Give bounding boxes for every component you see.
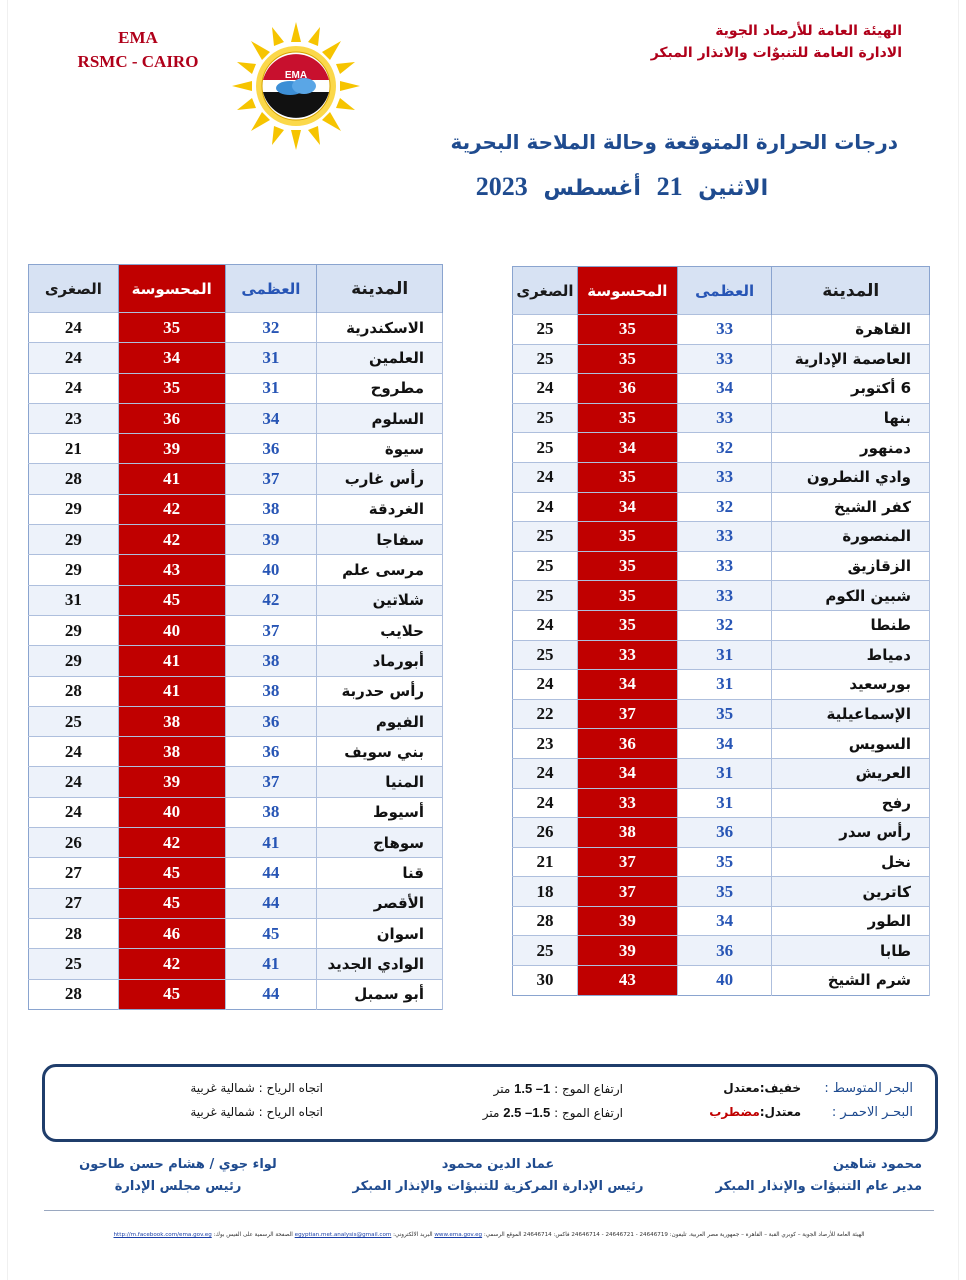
- feels-like-cell: 45: [118, 888, 225, 918]
- feels-like-cell: 43: [577, 966, 677, 996]
- table-row: [513, 522, 930, 552]
- feels-like-cell: 40: [118, 615, 225, 645]
- min-temp-cell: 24: [29, 767, 119, 797]
- feels-like-cell: 35: [118, 313, 225, 343]
- min-temp-cell: 25: [513, 522, 578, 552]
- min-temp-cell: 28: [29, 918, 119, 948]
- feels-like-cell: 41: [118, 676, 225, 706]
- min-temp-cell: 24: [513, 610, 578, 640]
- feels-like-cell: 35: [577, 315, 677, 345]
- max-temp-cell: 45: [225, 918, 317, 948]
- min-temp-cell: 25: [513, 315, 578, 345]
- max-temp-cell: 33: [677, 344, 772, 374]
- city-cell: المنصورة: [772, 522, 930, 552]
- facebook-link[interactable]: http://m.facebook.com/ema.gov.eg: [113, 1232, 212, 1238]
- sea-state: معتدل:مضطرب: [709, 1105, 801, 1119]
- min-temp-cell: 25: [29, 949, 119, 979]
- feels-like-cell: 43: [118, 555, 225, 585]
- city-cell: العلمين: [317, 343, 443, 373]
- table-row: [513, 403, 930, 433]
- min-temp-cell: 21: [29, 434, 119, 464]
- max-temp-cell: 38: [225, 646, 317, 676]
- max-temp-cell: 35: [677, 847, 772, 877]
- wave-height: ارتفاع الموج : 1.5– 2.5 متر: [482, 1105, 623, 1120]
- city-cell: حلايب: [317, 615, 443, 645]
- table-row: [513, 374, 930, 404]
- min-temp-cell: 28: [29, 676, 119, 706]
- feels-like-cell: 38: [118, 706, 225, 736]
- org-abbrev: EMA: [118, 28, 158, 47]
- min-temp-cell: 24: [513, 462, 578, 492]
- min-temp-cell: 28: [29, 979, 119, 1009]
- feels-like-cell: 45: [118, 979, 225, 1009]
- table-row: [513, 699, 930, 729]
- city-cell: رأس حدربة: [317, 676, 443, 706]
- min-temp-cell: 24: [29, 797, 119, 827]
- city-cell: مطروح: [317, 373, 443, 403]
- city-cell: شبين الكوم: [772, 581, 930, 611]
- wave-height: ارتفاع الموج : 1– 1.5 متر: [493, 1081, 623, 1096]
- feels-like-cell: 46: [118, 918, 225, 948]
- max-temp-cell: 32: [677, 492, 772, 522]
- feels-like-cell: 34: [118, 343, 225, 373]
- city-cell: كاترين: [772, 877, 930, 907]
- min-temp-cell: 25: [29, 706, 119, 736]
- max-temp-cell: 42: [225, 585, 317, 615]
- city-cell: أبورماد: [317, 646, 443, 676]
- city-cell: سوهاج: [317, 828, 443, 858]
- max-temp-cell: 33: [677, 551, 772, 581]
- max-temp-cell: 36: [225, 434, 317, 464]
- min-temp-cell: 24: [513, 374, 578, 404]
- svg-text:EMA: EMA: [284, 70, 308, 81]
- feels-like-cell: 37: [577, 877, 677, 907]
- table-row: [29, 979, 443, 1009]
- min-temp-cell: 24: [513, 492, 578, 522]
- city-cell: السويس: [772, 729, 930, 759]
- min-temp-cell: 29: [29, 525, 119, 555]
- min-temp-cell: 30: [513, 966, 578, 996]
- date-year: 2023: [475, 172, 528, 201]
- table-row: [513, 462, 930, 492]
- max-temp-cell: 37: [225, 464, 317, 494]
- max-temp-cell: 37: [225, 615, 317, 645]
- feels-like-cell: 36: [577, 729, 677, 759]
- max-temp-cell: 37: [225, 767, 317, 797]
- max-temp-cell: 33: [677, 462, 772, 492]
- feels-like-cell: 35: [577, 551, 677, 581]
- city-cell: أسيوط: [317, 797, 443, 827]
- feels-like-cell: 36: [118, 403, 225, 433]
- table-row: [513, 344, 930, 374]
- signature-3: لواء جوي / هشام حسن طاحون رئيس مجلس الإدارة: [79, 1157, 277, 1194]
- max-temp-cell: 35: [677, 699, 772, 729]
- max-temp-cell: 33: [677, 581, 772, 611]
- feels-like-cell: 35: [577, 344, 677, 374]
- table-row: [29, 918, 443, 948]
- feels-like-cell: 41: [118, 464, 225, 494]
- feels-like-cell: 37: [577, 699, 677, 729]
- city-cell: القاهرة: [772, 315, 930, 345]
- org-dept-ar: الادارة العامة للتنبوٌات والانذار المبكر: [650, 45, 902, 61]
- temperature-table-left: [28, 264, 443, 1010]
- sea-row-mediterranean: [63, 1081, 913, 1101]
- feels-like-cell: 45: [118, 858, 225, 888]
- table-row: [29, 858, 443, 888]
- max-temp-cell: 32: [677, 433, 772, 463]
- min-temp-cell: 28: [29, 464, 119, 494]
- table-row: [513, 670, 930, 700]
- col-feel: المحسوسة: [577, 267, 677, 315]
- min-temp-cell: 21: [513, 847, 578, 877]
- table-row: [513, 788, 930, 818]
- table-row: [513, 847, 930, 877]
- table-row: [29, 828, 443, 858]
- sea-conditions-box: [42, 1064, 938, 1142]
- feels-like-cell: 33: [577, 640, 677, 670]
- email-link[interactable]: egyptian.met.analysis@gmail.com: [294, 1232, 392, 1238]
- city-cell: دمياط: [772, 640, 930, 670]
- feels-like-cell: 35: [577, 522, 677, 552]
- max-temp-cell: 31: [677, 670, 772, 700]
- org-arabic-header: [482, 20, 902, 64]
- table-row: [513, 492, 930, 522]
- footer-contact: الهيئة العامة للأرصاد الجوية – كوبري القبة – القاهرة – جمهورية مصر العربية. تليفون: 24646719 - 24646721 - 24646714 فاكس: 24646714 الموقع الرسمي: www.ema.gov.eg البريد الالكتروني: egyptian.met.analysis@gmail.com الصفحة الرسمية على الفيس بوك: http://m.facebook.com/ema.gov.eg: [113, 1232, 865, 1238]
- table-row: [29, 737, 443, 767]
- table-row: [513, 551, 930, 581]
- feels-like-cell: 35: [577, 403, 677, 433]
- min-temp-cell: 22: [513, 699, 578, 729]
- feels-like-cell: 39: [118, 767, 225, 797]
- min-temp-cell: 24: [29, 373, 119, 403]
- table-row: [513, 433, 930, 463]
- city-cell: الاسكندرية: [317, 313, 443, 343]
- city-cell: الوادي الجديد: [317, 949, 443, 979]
- max-temp-cell: 32: [677, 610, 772, 640]
- max-temp-cell: 31: [677, 788, 772, 818]
- min-temp-cell: 24: [513, 670, 578, 700]
- city-cell: بورسعيد: [772, 670, 930, 700]
- min-temp-cell: 25: [513, 344, 578, 374]
- feels-like-cell: 39: [577, 936, 677, 966]
- feels-like-cell: 34: [577, 670, 677, 700]
- ema-logo-icon: [230, 20, 362, 152]
- max-temp-cell: 31: [677, 640, 772, 670]
- max-temp-cell: 44: [225, 888, 317, 918]
- table-row: [29, 373, 443, 403]
- min-temp-cell: 25: [513, 581, 578, 611]
- max-temp-cell: 33: [677, 522, 772, 552]
- sea-state-warning: مضطرب: [709, 1105, 760, 1119]
- sea-row-red: [63, 1105, 913, 1125]
- table-row: [29, 494, 443, 524]
- min-temp-cell: 25: [513, 936, 578, 966]
- col-city: المدينة: [317, 265, 443, 313]
- table-row: [513, 877, 930, 907]
- max-temp-cell: 34: [225, 403, 317, 433]
- forecast-date: [408, 172, 828, 202]
- min-temp-cell: 26: [513, 818, 578, 848]
- forecast-sheet: [8, 0, 958, 1280]
- table-row: [513, 906, 930, 936]
- table-row: [29, 797, 443, 827]
- min-temp-cell: 29: [29, 494, 119, 524]
- temperature-table-right: [512, 266, 930, 996]
- min-temp-cell: 24: [29, 313, 119, 343]
- feels-like-cell: 34: [577, 758, 677, 788]
- max-temp-cell: 31: [677, 758, 772, 788]
- city-cell: رأس غارب: [317, 464, 443, 494]
- col-min: الصغرى: [513, 267, 578, 315]
- table-row: [29, 585, 443, 615]
- max-temp-cell: 38: [225, 494, 317, 524]
- table-row: [29, 434, 443, 464]
- city-cell: سيوة: [317, 434, 443, 464]
- max-temp-cell: 36: [225, 706, 317, 736]
- sea-name: البحر المتوسط :: [824, 1081, 913, 1096]
- max-temp-cell: 44: [225, 858, 317, 888]
- city-cell: دمنهور: [772, 433, 930, 463]
- feels-like-cell: 35: [118, 373, 225, 403]
- city-cell: طنطا: [772, 610, 930, 640]
- max-temp-cell: 38: [225, 797, 317, 827]
- table-row: [29, 706, 443, 736]
- col-city: المدينة: [772, 267, 930, 315]
- wind-direction: اتجاه الرياح : شمالية غربية: [190, 1105, 323, 1119]
- min-temp-cell: 29: [29, 615, 119, 645]
- max-temp-cell: 34: [677, 906, 772, 936]
- feels-like-cell: 42: [118, 828, 225, 858]
- feels-like-cell: 39: [118, 434, 225, 464]
- table-row: [513, 315, 930, 345]
- min-temp-cell: 29: [29, 646, 119, 676]
- min-temp-cell: 24: [29, 343, 119, 373]
- max-temp-cell: 41: [225, 828, 317, 858]
- table-row: [29, 949, 443, 979]
- table-row: [513, 966, 930, 996]
- feels-like-cell: 42: [118, 525, 225, 555]
- city-cell: بنها: [772, 403, 930, 433]
- feels-like-cell: 42: [118, 494, 225, 524]
- sea-name: البحـر الاحمـر :: [831, 1105, 913, 1120]
- city-cell: الطور: [772, 906, 930, 936]
- feels-like-cell: 34: [577, 492, 677, 522]
- max-temp-cell: 36: [677, 818, 772, 848]
- feels-like-cell: 36: [577, 374, 677, 404]
- max-temp-cell: 34: [677, 374, 772, 404]
- min-temp-cell: 18: [513, 877, 578, 907]
- feels-like-cell: 39: [577, 906, 677, 936]
- max-temp-cell: 36: [225, 737, 317, 767]
- min-temp-cell: 31: [29, 585, 119, 615]
- min-temp-cell: 24: [29, 737, 119, 767]
- table-row: [29, 555, 443, 585]
- city-cell: المنيا: [317, 767, 443, 797]
- city-cell: أبو سمبل: [317, 979, 443, 1009]
- feels-like-cell: 38: [118, 737, 225, 767]
- city-cell: السلوم: [317, 403, 443, 433]
- max-temp-cell: 39: [225, 525, 317, 555]
- min-temp-cell: 27: [29, 858, 119, 888]
- feels-like-cell: 40: [118, 797, 225, 827]
- max-temp-cell: 34: [677, 729, 772, 759]
- max-temp-cell: 31: [225, 373, 317, 403]
- max-temp-cell: 44: [225, 979, 317, 1009]
- sea-state: خفيف:معتدل: [723, 1081, 801, 1095]
- city-cell: طابا: [772, 936, 930, 966]
- feels-like-cell: 35: [577, 581, 677, 611]
- city-cell: قنا: [317, 858, 443, 888]
- col-feel: المحسوسة: [118, 265, 225, 313]
- max-temp-cell: 35: [677, 877, 772, 907]
- website-link[interactable]: www.ema.gov.eg: [434, 1232, 483, 1238]
- col-max: العظمى: [225, 265, 317, 313]
- feels-like-cell: 45: [118, 585, 225, 615]
- city-cell: نخل: [772, 847, 930, 877]
- city-cell: مرسى علم: [317, 555, 443, 585]
- feels-like-cell: 35: [577, 610, 677, 640]
- table-row: [513, 758, 930, 788]
- page-title: درجات الحرارة المتوقعة وحالة الملاحة البحرية: [450, 130, 898, 154]
- date-day: الاثنين: [698, 176, 769, 201]
- min-temp-cell: 25: [513, 433, 578, 463]
- table-row: [513, 818, 930, 848]
- max-temp-cell: 33: [677, 315, 772, 345]
- max-temp-cell: 31: [225, 343, 317, 373]
- city-cell: وادي النطرون: [772, 462, 930, 492]
- city-cell: الزقازيق: [772, 551, 930, 581]
- org-name-ar: الهيئة العامة للأرصاد الجوية: [715, 23, 902, 39]
- min-temp-cell: 25: [513, 640, 578, 670]
- city-cell: العريش: [772, 758, 930, 788]
- city-cell: العاصمة الإدارية: [772, 344, 930, 374]
- city-cell: رأس سدر: [772, 818, 930, 848]
- feels-like-cell: 33: [577, 788, 677, 818]
- table-row: [29, 343, 443, 373]
- feels-like-cell: 42: [118, 949, 225, 979]
- signature-2: عماد الدين محمود رئيس الإدارة المركزية للتنبؤات والإنذار المبكر: [352, 1157, 644, 1194]
- feels-like-cell: 38: [577, 818, 677, 848]
- city-cell: كفر الشيخ: [772, 492, 930, 522]
- table-row: [29, 767, 443, 797]
- org-rsmc: RSMC - CAIRO: [77, 52, 199, 71]
- city-cell: الفيوم: [317, 706, 443, 736]
- table-row: [29, 313, 443, 343]
- min-temp-cell: 24: [513, 788, 578, 818]
- table-row: [513, 729, 930, 759]
- min-temp-cell: 23: [29, 403, 119, 433]
- table-row: [29, 525, 443, 555]
- min-temp-cell: 26: [29, 828, 119, 858]
- wind-direction: اتجاه الرياح : شمالية غربية: [190, 1081, 323, 1095]
- max-temp-cell: 33: [677, 403, 772, 433]
- city-cell: الغردقة: [317, 494, 443, 524]
- table-row: [513, 640, 930, 670]
- min-temp-cell: 23: [513, 729, 578, 759]
- city-cell: اسوان: [317, 918, 443, 948]
- feels-like-cell: 34: [577, 433, 677, 463]
- org-english-header: [48, 26, 228, 74]
- min-temp-cell: 28: [513, 906, 578, 936]
- city-cell: 6 أكتوبر: [772, 374, 930, 404]
- min-temp-cell: 29: [29, 555, 119, 585]
- feels-like-cell: 35: [577, 462, 677, 492]
- feels-like-cell: 37: [577, 847, 677, 877]
- city-cell: شرم الشيخ: [772, 966, 930, 996]
- max-temp-cell: 40: [677, 966, 772, 996]
- table-row: [29, 888, 443, 918]
- city-cell: بني سويف: [317, 737, 443, 767]
- table-row: [513, 936, 930, 966]
- city-cell: الإسماعيلية: [772, 699, 930, 729]
- city-cell: شلاتين: [317, 585, 443, 615]
- feels-like-cell: 41: [118, 646, 225, 676]
- footer-divider: [44, 1210, 934, 1211]
- max-temp-cell: 38: [225, 676, 317, 706]
- city-cell: رفح: [772, 788, 930, 818]
- date-num: 21: [656, 172, 683, 201]
- max-temp-cell: 36: [677, 936, 772, 966]
- max-temp-cell: 32: [225, 313, 317, 343]
- col-min: الصغرى: [29, 265, 119, 313]
- max-temp-cell: 40: [225, 555, 317, 585]
- city-cell: سفاجا: [317, 525, 443, 555]
- table-row: [29, 403, 443, 433]
- min-temp-cell: 25: [513, 403, 578, 433]
- min-temp-cell: 27: [29, 888, 119, 918]
- date-month: أغسطس: [543, 176, 641, 201]
- min-temp-cell: 24: [513, 758, 578, 788]
- max-temp-cell: 41: [225, 949, 317, 979]
- table-row: [29, 615, 443, 645]
- table-row: [513, 581, 930, 611]
- signature-1: محمود شاهين مدير عام التنبؤات والإنذار المبكر: [715, 1157, 922, 1194]
- city-cell: الأقصر: [317, 888, 443, 918]
- table-row: [29, 646, 443, 676]
- min-temp-cell: 25: [513, 551, 578, 581]
- table-row: [513, 610, 930, 640]
- table-row: [29, 676, 443, 706]
- table-row: [29, 464, 443, 494]
- col-max: العظمى: [677, 267, 772, 315]
